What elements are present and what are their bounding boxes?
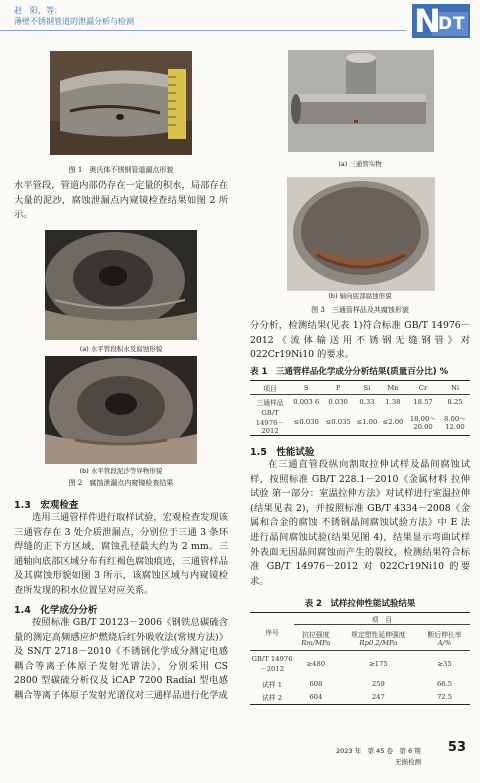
table-2-cell: ≥35 — [437, 659, 452, 668]
table-1-cell: ≤0.030 — [293, 417, 319, 426]
table-1-title: 表 1 三通管样品化学成分分析结果(质量百分比) % — [250, 367, 449, 377]
header-authors: 赵 阳，等： — [14, 6, 62, 15]
section-1-4-heading: 1.4 化学成分分析 — [14, 605, 98, 616]
figure-2a-caption: (a) 水平管段积水及腐蚀形貌 — [79, 345, 163, 353]
table-1-cell: 18.00～20.00 — [409, 414, 437, 431]
figure-1-photo — [50, 51, 192, 155]
table-1-cell: 8.00～12.00 — [444, 414, 466, 431]
section-1-5-heading: 1.5 性能试验 — [250, 447, 315, 458]
figure-3a-caption: (a) 三通管实物 — [338, 160, 382, 168]
logo-letter-t: T — [453, 14, 465, 34]
footer-journal: 无损检测 — [395, 758, 421, 766]
table-1-header: S — [303, 383, 309, 392]
table-2-cell: 259 — [371, 679, 385, 688]
figure-1-caption: 图 1 奥氏体不锈钢管道漏点形貌 — [68, 166, 174, 174]
table-2-header — [338, 625, 419, 651]
right-paragraph-1: 分分析，检测结果(见表 1)符合标准 GB/T 14976－2012《流体输送用不锈钢无缝钢管》对 022Cr19Ni10 的要求。 — [250, 320, 470, 361]
table-2-cell: ≥175 — [369, 659, 388, 668]
table-2-header-unit: Rm/MPa — [301, 638, 331, 647]
table-1-header: Ni — [450, 383, 460, 392]
table-1-cell: 三通样品 — [256, 398, 284, 407]
table-1-header: Si — [363, 383, 371, 392]
table-1-header: Cr — [418, 383, 428, 392]
section-1-3-heading: 1.3 宏观检查 — [14, 500, 79, 511]
table-1-header: 项目 — [263, 384, 277, 393]
figure-3b-caption: (b) 轴向底部腐蚀形貌 — [328, 292, 392, 300]
table-1-cell: 0.030 — [328, 397, 348, 406]
table-1-header: Mn — [387, 383, 399, 392]
figure-2b-photo — [45, 356, 197, 464]
ndt-logo — [412, 4, 470, 38]
table-1-cell: 1.38 — [385, 397, 401, 406]
table-2-cell: 72.5 — [436, 693, 453, 702]
section-1-3-text: 选用三通管样件进行取样试验，宏观检查发现该三通管存在 3 处介质泄漏点，分别位于三通 3 条环焊缝的正下方区域，腐蚀孔径最大约为 2 mm。三通轴向底部区域分布有红褐色腐蚀痕迹，三通管样品及其腐蚀形貌如图 3 所示，该腐蚀区域与内窥镜检查所发现的积水位置呈对应关系。 — [14, 512, 228, 596]
table-1-cell: ≤0.035 — [325, 417, 351, 426]
table-2-cell: 试样 2 — [261, 694, 283, 703]
figure-3-caption: 图 3 三通管样品及其腐蚀形貌 — [311, 306, 409, 314]
footer-issue: 2023 年 第 45 卷 第 6 期 — [336, 747, 421, 755]
table-1-header: P — [335, 383, 341, 392]
figure-2b-caption: (b) 水平管段泥沙等异物形貌 — [79, 467, 163, 475]
table-1-cell: ≤2.00 — [382, 417, 404, 426]
table-2-group-header: 项 目 — [294, 613, 470, 625]
figure-3b-photo — [287, 177, 435, 291]
table-2-cell: GB/T 14976－2012 — [251, 654, 293, 673]
table-2-title: 表 2 试样拉伸性能试验结果 — [304, 599, 416, 609]
table-2-header-unit: A/% — [437, 638, 452, 647]
figure-2-caption: 图 2 腐蚀泄漏点内窥镜检查结果 — [68, 479, 174, 487]
table-2-cell: 66.5 — [436, 679, 453, 688]
page-number: 53 — [447, 740, 466, 755]
left-paragraph-1: 水平管段，管道内部仍存在一定量的积水，局部存在大量的泥沙，腐蚀泄漏点内窥镜检查结果如图 2 所示。 — [14, 180, 228, 221]
table-1-cell: 0.33 — [359, 397, 375, 406]
table-2 — [250, 612, 470, 705]
table-2-cell: 试样 1 — [261, 680, 283, 689]
section-1-5-text: 在三通直管段纵向割取拉伸试样及晶间腐蚀试样，按照标准 GB/T 228.1－2010《金属材料 拉伸试验 第一部分：室温拉伸方法》对试样进行室温拉伸(结果见表 2)，并按照标准 GB/T 4334－2008《金属和合金的腐蚀 不锈钢晶间腐蚀试验方法》中 E 法进行晶间腐蚀试验(结果见图 4)，结果显示弯曲试样外表面无因晶间腐蚀而产生的裂纹，检测结果符合标准 GB/T 14976－2012 对 022Cr19Ni10 的要求。 — [250, 459, 470, 587]
logo-letter-d: D — [438, 14, 453, 34]
table-1 — [250, 380, 470, 436]
table-1-cell: ≤1.00 — [356, 417, 378, 426]
table-2-header — [294, 625, 338, 651]
table-2-cell: 608 — [309, 679, 323, 688]
table-2-header-label: 规定塑性延伸强度 — [351, 630, 406, 639]
table-2-header: 序号 — [250, 613, 294, 651]
table-2-header-label: 断后伸长率 — [427, 630, 462, 639]
header-running-title: 薄壁不锈钢管道的泄漏分析与检测 — [14, 17, 134, 26]
figure-2a-photo — [45, 230, 197, 340]
table-2-cell: 604 — [309, 693, 323, 702]
logo-letter-n: N — [414, 2, 441, 40]
section-1-4-text: 按照标准 GB/T 20123－2006《钢铁总碳硫含量的测定高频感应炉燃烧后红外吸收法(常规方法)》及 SN/T 2718－2010《不锈钢化学成分测定电感耦合等离子体原子发射光谱法》，分别采用 CS 2800 型碳硫分析仪及 iCAP 7200 Radial 型电感耦合等离子体原子发射光谱仪对三通样品进行化学成 — [14, 617, 228, 701]
table-1-cell: 18.57 — [413, 397, 433, 406]
table-1-cell: 8.25 — [447, 397, 463, 406]
table-2-header-unit: Rp0.2/MPa — [359, 638, 398, 647]
table-1-cell: 0.003 6 — [293, 397, 320, 406]
table-2-header-label: 抗拉强度 — [302, 630, 330, 639]
table-2-header — [419, 625, 470, 651]
table-2-cell: ≥480 — [306, 659, 326, 668]
table-1-cell: GB/T 14976－2012 — [255, 408, 285, 435]
table-2-cell: 247 — [371, 693, 385, 702]
figure-3a-photo — [288, 50, 434, 152]
header-rule — [0, 30, 406, 31]
